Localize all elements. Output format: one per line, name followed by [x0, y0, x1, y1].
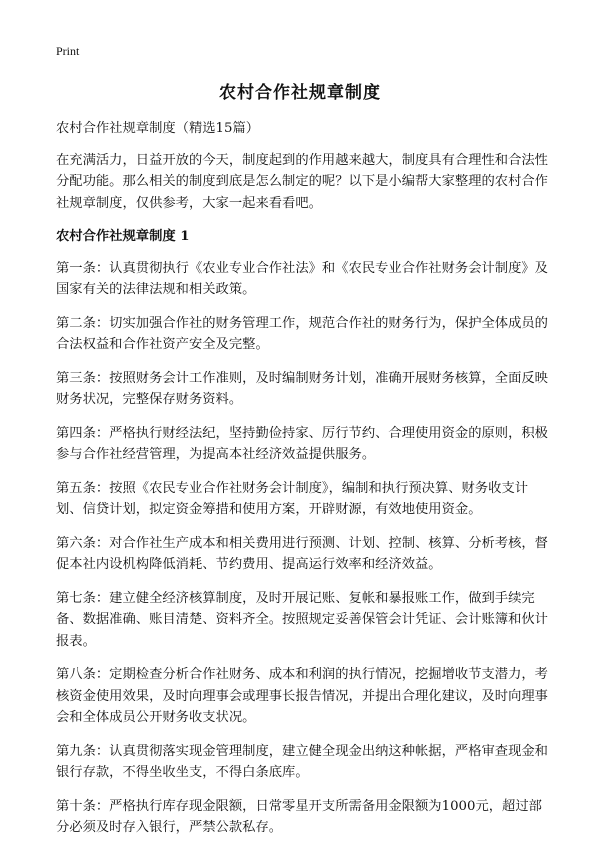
- article-6: 第六条：对合作社生产成本和相关费用进行预测、计划、控制、核算、分析考核，督促本社内设机构降低消耗、节约费用、提高运行效率和经济效益。: [56, 535, 548, 572]
- document-body: [56, 118, 548, 851]
- document-subtitle: 农村合作社规章制度（精选15篇）: [56, 121, 260, 136]
- article-1: 第一条：认真贯彻执行《农业专业合作社法》和《农民专业合作社财务会计制度》及国家有关的法律法规和相关政策。: [56, 260, 548, 297]
- article-3: 第三条：按照财务会计工作准则，及时编制财务计划，准确开展财务核算，全面反映财务状况，完整保存财务资料。: [56, 370, 548, 407]
- article-2: 第二条：切实加强合作社的财务管理工作，规范合作社的财务行为，保护全体成员的合法权益和合作社资产安全及完整。: [56, 315, 548, 352]
- section-heading: 农村合作社规章制度 1: [56, 229, 190, 244]
- article-7: 第七条：建立健全经济核算制度，及时开展记账、复帐和暴报账工作，做到手续完备、数据准确、账目清楚、资料齐全。按照规定妥善保管会计凭证、会计账簿和伙计报表。: [56, 590, 548, 649]
- article-5: 第五条：按照《农民专业合作社财务会计制度》，编制和执行预决算、财务收支计划、信贷计划，拟定资金筹措和使用方案，开辟财源，有效地使用资金。: [56, 480, 529, 517]
- article-9: 第九条：认真贯彻落实现金管理制度，建立健全现金出纳这种帐据，严格审查现金和银行存款，不得坐收坐支，不得白条底库。: [56, 743, 548, 780]
- article-10: 第十条：严格执行库存现金限额，日常零星开支所需备用金限额为1000元，超过部分必须及时存入银行，严禁公款私存。: [56, 798, 542, 835]
- article-8: 第八条：定期检查分析合作社财务、成本和利润的执行情况，挖掘增收节支潜力，考核资金使用效果，及时向理事会或理事长报告情况，并提出合理化建议，及时向理事会和全体成员公开财务收支状况。: [56, 667, 548, 725]
- print-label: Print: [56, 44, 80, 58]
- page-title: 农村合作社规章制度: [219, 83, 381, 103]
- article-4: 第四条：严格执行财经法纪，坚持勤俭持家、厉行节约、合理使用资金的原则，积极参与合作社经营管理，为提高本社经济效益提供服务。: [56, 425, 548, 462]
- intro-paragraph: 在充满活力，日益开放的今天，制度起到的作用越来越大，制度具有合理性和合法性分配功能。那么相关的制度到底是怎么制定的呢？以下是小编帮大家整理的农村合作社规章制度，仅供参考，大家一起来看看吧。: [56, 152, 548, 211]
